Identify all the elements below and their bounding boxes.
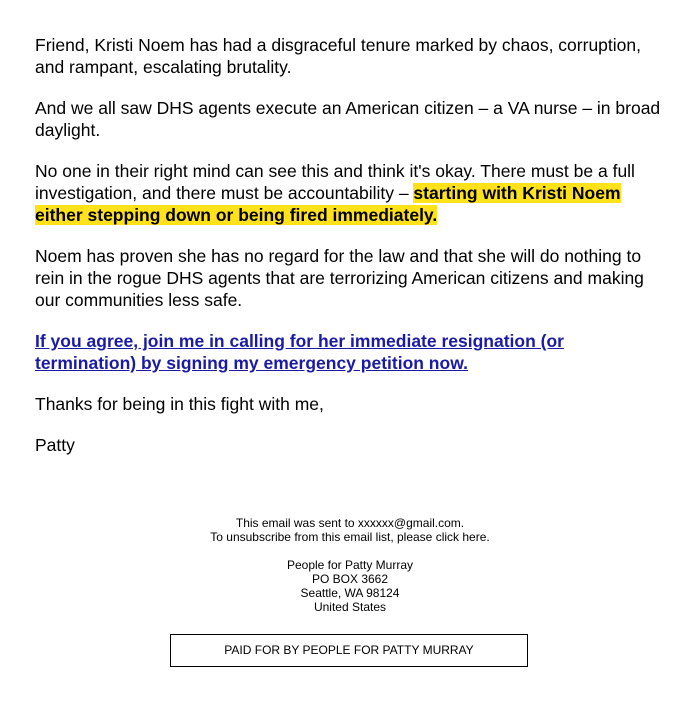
signature: Patty xyxy=(35,435,75,455)
city-state-zip: Seattle, WA 98124 xyxy=(300,586,400,600)
country: United States xyxy=(313,600,387,614)
paragraph-intro: Friend, Kristi Noem has had a disgraceful tenure marked by chaos, corruption, and rampant, escalating brutality. xyxy=(35,35,641,77)
paragraph-accountability xyxy=(35,160,665,226)
email-footer xyxy=(0,516,700,614)
closing-line: Thanks for being in this fight with me, xyxy=(35,394,324,414)
paragraph-noem-record: Noem has proven she has no regard for the law and that she will do nothing to rein in the rogue DHS agents that are terrorizing American citizens and making our communities less safe. xyxy=(35,246,644,310)
petition-link[interactable]: If you agree, join me in calling for her immediate resignation (or termination) by signing my emergency petition now. xyxy=(35,331,564,373)
org-name: People for Patty Murray xyxy=(286,558,414,572)
po-box: PO BOX 3662 xyxy=(311,572,389,586)
unsubscribe-link[interactable]: To unsubscribe from this email list, please click here. xyxy=(210,530,490,544)
paid-for-disclaimer: PAID FOR BY PEOPLE FOR PATTY MURRAY xyxy=(170,634,528,667)
accountability-text: No one in their right mind can see this and think it's okay. There must be a full investigation, and there must be accountability – xyxy=(35,161,635,203)
petition-cta xyxy=(35,330,665,374)
sent-to-notice: This email was sent to xxxxxx@gmail.com. xyxy=(235,516,465,530)
paragraph-dhs-incident: And we all saw DHS agents execute an American citizen – a VA nurse – in broad daylight. xyxy=(35,98,661,140)
highlighted-demand: starting with Kristi Noem either stepping down or being fired immediately. xyxy=(35,183,621,225)
